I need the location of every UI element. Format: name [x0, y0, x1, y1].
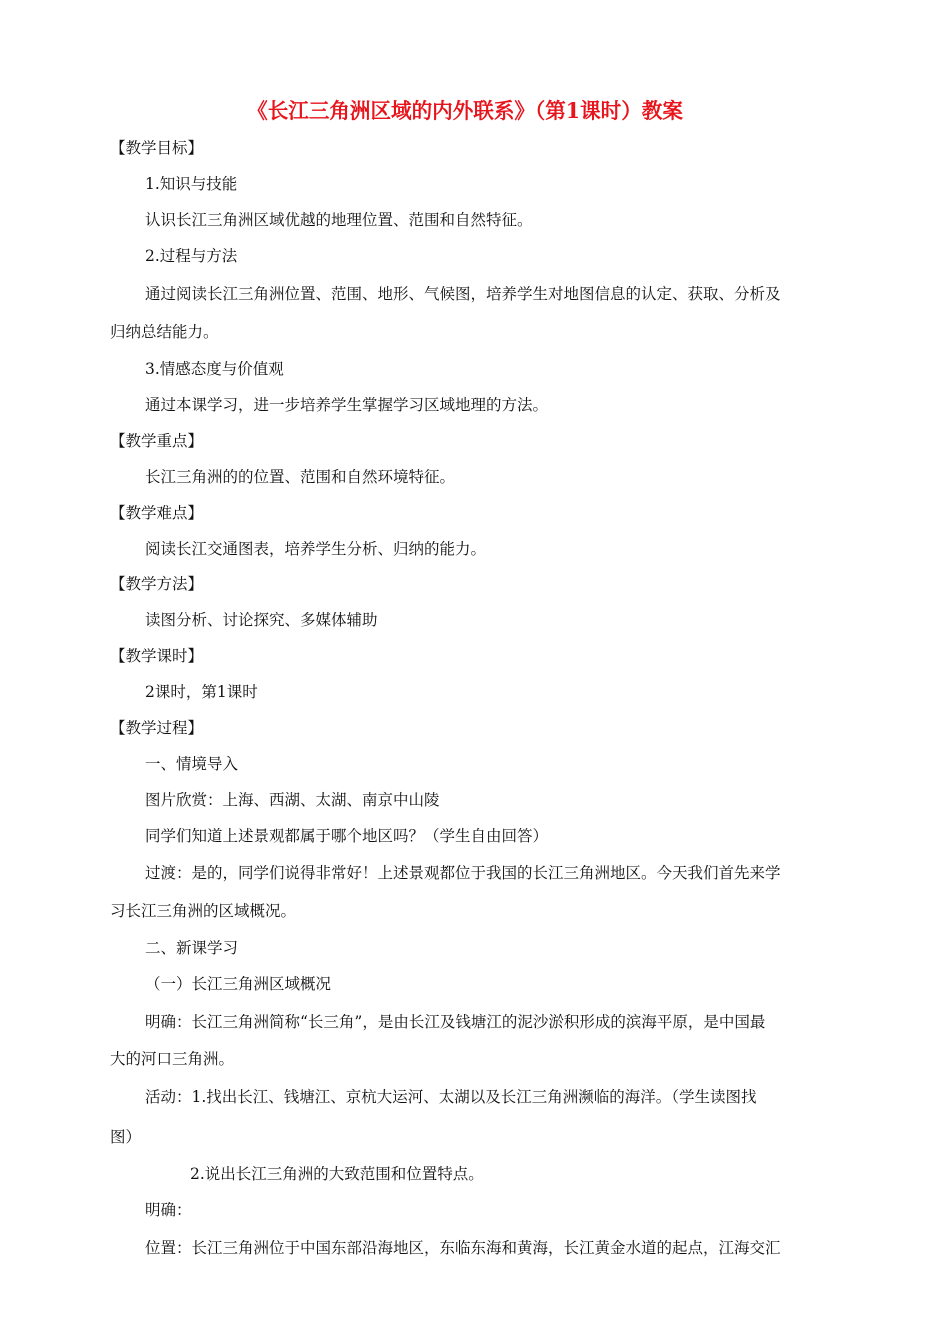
paragraph-line: 图片欣赏：上海、西湖、太湖、南京中山陵 [145, 791, 440, 809]
paragraph-line: 2课时，第1课时 [145, 683, 258, 701]
paragraph-line: 明确： [145, 1201, 192, 1219]
subheading-introduction: 一、情境导入 [145, 755, 239, 773]
section-heading-key-points: 【教学重点】 [110, 432, 204, 450]
paragraph-line: 认识长江三角洲区域优越的地理位置、范围和自然特征。 [145, 211, 533, 229]
subheading-process: 2.过程与方法 [145, 247, 238, 265]
paragraph-line: 图） [110, 1128, 142, 1146]
section-heading-methods: 【教学方法】 [110, 575, 204, 593]
subheading-overview: （一）长江三角洲区域概况 [145, 975, 332, 993]
paragraph-line: 2.说出长江三角洲的大致范围和位置特点。 [190, 1165, 484, 1183]
paragraph-line: 阅读长江交通图表，培养学生分析、归纳的能力。 [145, 540, 487, 558]
paragraph-line: 过渡：是的，同学们说得非常好！上述景观都位于我国的长江三角洲地区。今天我们首先来学 [145, 864, 781, 882]
paragraph-line: 归纳总结能力。 [110, 323, 219, 341]
section-heading-objectives: 【教学目标】 [110, 139, 204, 157]
subheading-knowledge: 1.知识与技能 [145, 175, 238, 193]
section-heading-difficulties: 【教学难点】 [110, 504, 204, 522]
paragraph-line: 同学们知道上述景观都属于哪个地区吗？（学生自由回答） [145, 827, 549, 845]
paragraph-line: 活动：1.找出长江、钱塘江、京杭大运河、太湖以及长江三角洲濒临的海洋。（学生读图找 [145, 1088, 757, 1106]
paragraph-line: 长江三角洲的的位置、范围和自然环境特征。 [145, 468, 456, 486]
paragraph-line: 习长江三角洲的区域概况。 [110, 902, 297, 920]
paragraph-line: 通过本课学习，进一步培养学生掌握学习区域地理的方法。 [145, 396, 549, 414]
section-heading-procedure: 【教学过程】 [110, 719, 204, 737]
paragraph-line: 通过阅读长江三角洲位置、范围、地形、气候图，培养学生对地图信息的认定、获取、分析及 [145, 285, 781, 303]
paragraph-line: 大的河口三角洲。 [110, 1050, 235, 1068]
subheading-new-lesson: 二、新课学习 [145, 939, 239, 957]
subheading-attitude: 3.情感态度与价值观 [145, 360, 284, 378]
paragraph-line: 读图分析、讨论探究、多媒体辅助 [145, 611, 378, 629]
paragraph-line: 位置：长江三角洲位于中国东部沿海地区，东临东海和黄海，长江黄金水道的起点，江海交汇 [145, 1239, 781, 1257]
document-title: 《长江三角洲区域的内外联系》（第1课时）教案 [247, 98, 683, 123]
section-heading-periods: 【教学课时】 [110, 647, 204, 665]
paragraph-line: 明确：长江三角洲简称“长三角”，是由长江及钱塘江的泥沙淤积形成的滨海平原，是中国最 [145, 1013, 766, 1031]
